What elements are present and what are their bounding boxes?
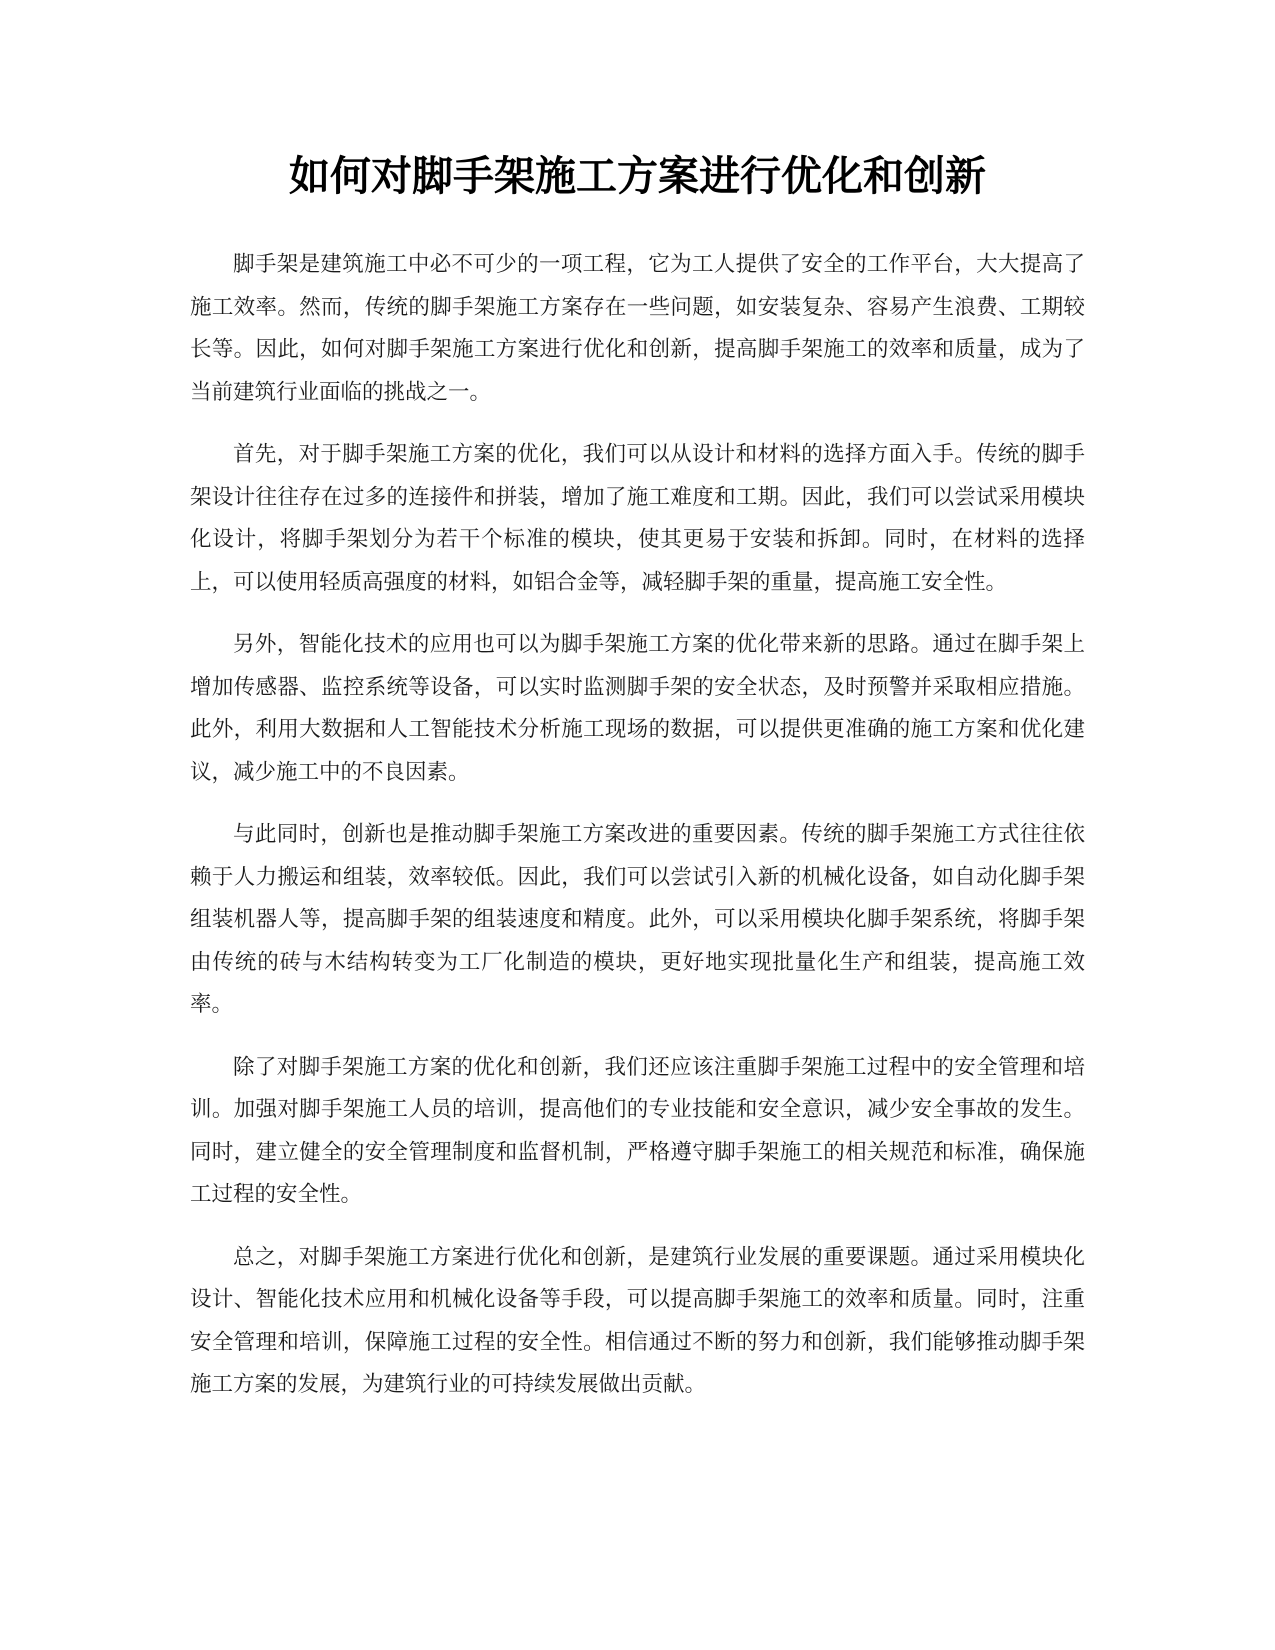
document-title: 如何对脚手架施工方案进行优化和创新 [289,152,986,200]
paragraph-6: 总之，对脚手架施工方案进行优化和创新，是建筑行业发展的重要课题。通过采用模块化设计、智能化技术应用和机械化设备等手段，可以提高脚手架施工的效率和质量。同时，注重安全管理和培训，保障施工过程的安全性。相信通过不断的努力和创新，我们能够推动脚手架施工方案的发展，为建筑行业的可持续发展做出贡献。 [190,1244,1085,1397]
paragraph-5: 除了对脚手架施工方案的优化和创新，我们还应该注重脚手架施工过程中的安全管理和培训。加强对脚手架施工人员的培训，提高他们的专业技能和安全意识，减少安全事故的发生。同时，建立健全的安全管理制度和监督机制，严格遵守脚手架施工的相关规范和标准，确保施工过程的安全性。 [190,1054,1085,1207]
document-body [190,244,1085,1427]
paragraph-3: 另外，智能化技术的应用也可以为脚手架施工方案的优化带来新的思路。通过在脚手架上增加传感器、监控系统等设备，可以实时监测脚手架的安全状态，及时预警并采取相应措施。此外，利用大数据和人工智能技术分析施工现场的数据，可以提供更准确的施工方案和优化建议，减少施工中的不良因素。 [190,632,1085,785]
paragraph-4: 与此同时，创新也是推动脚手架施工方案改进的重要因素。传统的脚手架施工方式往往依赖于人力搬运和组装，效率较低。因此，我们可以尝试引入新的机械化设备，如自动化脚手架组装机器人等，提高脚手架的组装速度和精度。此外，可以采用模块化脚手架系统，将脚手架由传统的砖与木结构转变为工厂化制造的模块，更好地实现批量化生产和组装，提高施工效率。 [190,822,1085,1017]
paragraph-1: 脚手架是建筑施工中必不可少的一项工程，它为工人提供了安全的工作平台，大大提高了施工效率。然而，传统的脚手架施工方案存在一些问题，如安装复杂、容易产生浪费、工期较长等。因此，如何对脚手架施工方案进行优化和创新，提高脚手架施工的效率和质量，成为了当前建筑行业面临的挑战之一。 [190,252,1085,405]
paragraph-2: 首先，对于脚手架施工方案的优化，我们可以从设计和材料的选择方面入手。传统的脚手架设计往往存在过多的连接件和拼装，增加了施工难度和工期。因此，我们可以尝试采用模块化设计，将脚手架划分为若干个标准的模块，使其更易于安装和拆卸。同时，在材料的选择上，可以使用轻质高强度的材料，如铝合金等，减轻脚手架的重量，提高施工安全性。 [190,442,1085,595]
